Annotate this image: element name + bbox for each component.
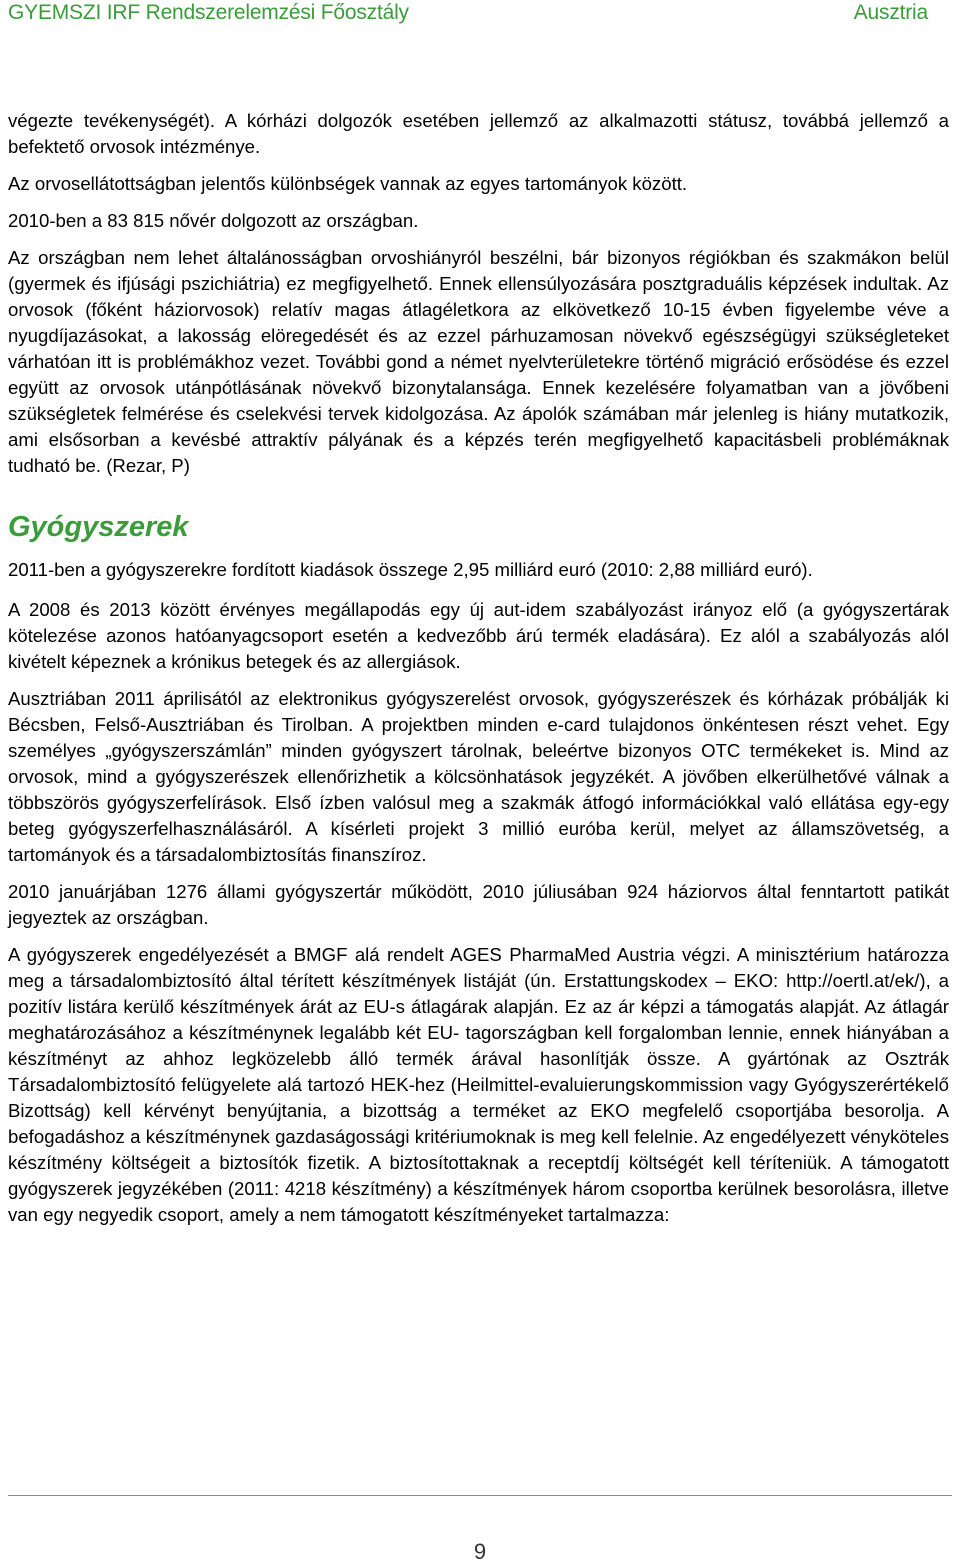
paragraph-7: Ausztriában 2011 áprilisától az elektronikus gyógyszerelést orvosok, gyógyszerészek és kórházak próbálják ki Bécsben, Felső-Ausztriában és Tirolban. A projektben minden e-card tulajdonos önkéntesen részt vehet. Egy személyes „gyógyszerszámlán” minden gyógyszert tárolnak, beleértve bizonyos OTC termékeket is. Mind az orvosok, mind a gyógyszerészek ellenőrizhetik a kölcsönhatások jegyzékét. A jövőben elkerülhetővé válnak a többszörös gyógyszerfelírások. Első ízben valósul meg a szakmák átfogó információkkal való ellátása egy-egy beteg gyógyszerfelhasználásáról. A kísérleti projekt 3 millió euróba kerül, melyet az államszövetség, a tartományok és a társadalombiztosítás finanszíroz.	[8, 688, 949, 865]
document-body	[8, 108, 949, 1228]
paragraph-1: végezte tevékenységét). A kórházi dolgozók esetében jellemző az alkalmazotti státusz, továbbá jellemző a befektető orvosok intézménye.	[8, 110, 949, 157]
paragraph-2: Az orvosellátottságban jelentős különbségek vannak az egyes tartományok között.	[8, 173, 688, 194]
paragraph-3: 2010-ben a 83 815 nővér dolgozott az országban.	[8, 210, 419, 231]
paragraph-8: 2010 januárjában 1276 állami gyógyszertár működött, 2010 júliusában 924 háziorvos által fenntartott patikát jegyeztek az országban.	[8, 881, 949, 928]
paragraph-5: 2011-ben a gyógyszerekre fordított kiadások összege 2,95 milliárd euró (2010: 2,88 milliárd euró).	[8, 559, 813, 580]
page-header	[8, 0, 928, 26]
paragraph-6: A 2008 és 2013 között érvényes megállapodás egy új aut-idem szabályozást irányoz elő (a gyógyszertárak kötelezése azonos hatóanyagcsoport esetén a kedvezőbb árú termék eladására). Ez alól a szabályozás alól kivételt képeznek a krónikus betegek és az allergiások.	[8, 599, 949, 672]
section-title: Gyógyszerek	[8, 511, 189, 543]
footer-divider	[8, 1495, 952, 1496]
page-number: 9	[473, 1539, 487, 1564]
header-department: GYEMSZI IRF Rendszerelemzési Főosztály	[8, 1, 409, 24]
paragraph-4: Az országban nem lehet általánosságban orvoshiányról beszélni, bár bizonyos régiókban és szakmákon belül (gyermek és ifjúsági pszichiátria) ez megfigyelhető. Ennek ellensúlyozására posztgraduális képzések indultak. Az orvosok (főként háziorvosok) relatív magas átlagéletkora az elkövetkező 10-15 évben figyelembe véve a nyugdíjazásokat, a lakosság elöregedését és az ezzel párhuzamosan növekvő egészségügyi szükségleteket várhatóan itt is problémákhoz vezet. További gond a német nyelvterületekre történő migráció erősödése és ezzel együtt az orvosok utánpótlásának növekvő bizonytalansága. Ennek kezelésére folyamatban van a jövőbeni szükségletek felmérése és cselekvési tervek kidolgozása. Az ápolók számában már jelenleg is hiány mutatkozik, ami elsősorban a kevésbé attraktív pályának és a képzés terén megfigyelhető kapacitásbeli problémáknak tudható be. (Rezar, P)	[8, 247, 949, 476]
paragraph-9: A gyógyszerek engedélyezését a BMGF alá rendelt AGES PharmaMed Austria végzi. A minisztérium határozza meg a társadalombiztosító által térített készítmények listáját (ún. Erstattungskodex – EKO: http://oertl.at/ek/), a pozitív listára kerülő készítmények árát az EU-s átlagárak alapján. Ez az ár képzi a támogatás alapját. Az átlagár meghatározásához a készítménynek legalább két EU- tagországban kell forgalomban lennie, ennek hiányában a készítményt az ahhoz legközelebb álló termék árával hasonlítják össze. A gyártónak az Osztrák Társadalombiztosító felügyelete alá tartozó HEK-hez (Heilmittel-evaluierungskommission vagy Gyógyszerértékelő Bizottság) kell kérvényt benyújtania, a bizottság a terméket az EKO megfelelő csoportjába besorolja. A befogadáshoz a készítménynek gazdaságossági kritériumoknak is meg kell felelnie. Az engedélyezett vényköteles készítmény költségeit a biztosítók fizetik. A biztosítottaknak a receptdíj költségét kell téríteniük. A támogatott gyógyszerek jegyzékében (2011: 4218 készítmény) a készítmények három csoportba kerülnek besorolásra, illetve van egy negyedik csoport, amely a nem támogatott készítményeket tartalmazza:	[8, 944, 949, 1225]
header-country: Ausztria	[853, 1, 928, 24]
